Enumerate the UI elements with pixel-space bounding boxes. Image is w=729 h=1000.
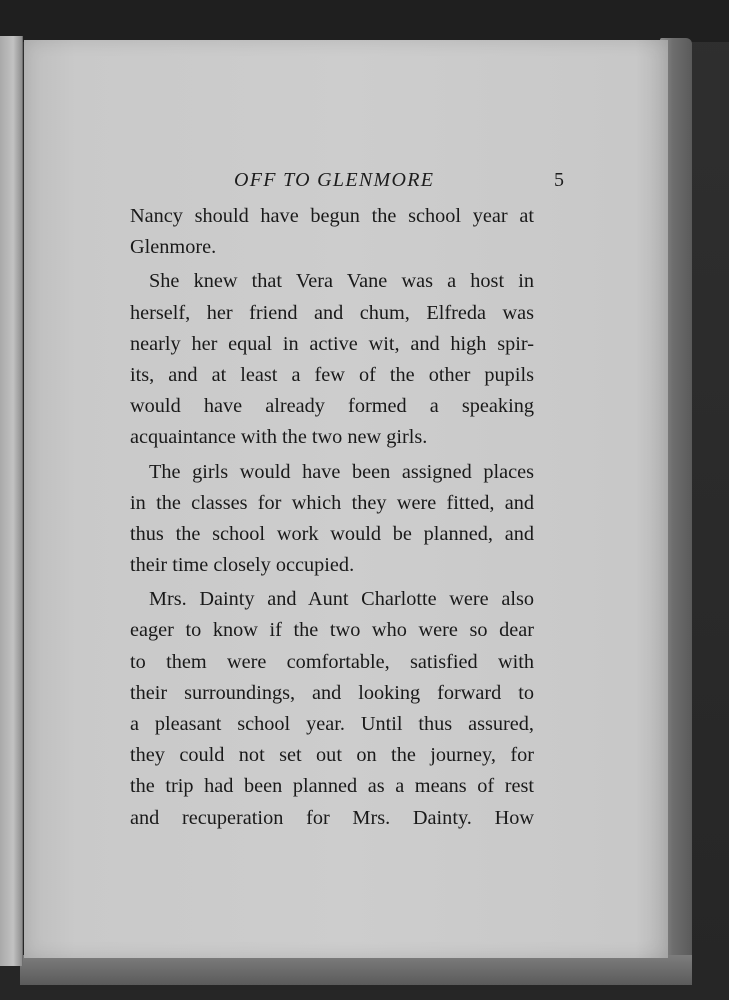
text-line: herself, her friend and chum, Elfreda was — [130, 301, 534, 324]
text-line: in the classes for which they were fitted, and — [130, 491, 534, 514]
text-line: the trip had been planned as a means of rest — [130, 775, 534, 798]
text-line: acquaintance with the two new girls. — [130, 426, 428, 449]
text-line: eager to know if the two who were so dear — [130, 619, 534, 642]
paragraph — [130, 266, 534, 453]
text-line: Mrs. Dainty and Aunt Charlotte were also — [149, 588, 534, 611]
backdrop — [0, 0, 729, 42]
text-line: thus the school work would be planned, and — [130, 522, 534, 545]
book-page — [24, 40, 668, 958]
running-title: OFF TO GLENMORE — [234, 169, 435, 191]
text-line: She knew that Vera Vane was a host in — [149, 270, 534, 293]
text-line: nearly her equal in active wit, and high spir- — [130, 332, 534, 355]
text-line: their surroundings, and looking forward to — [130, 681, 534, 704]
paragraph — [130, 201, 534, 263]
book-cover-bottom — [20, 955, 692, 985]
text-line: Nancy should have begun the school year at — [130, 205, 534, 227]
text-line: Glenmore. — [130, 236, 217, 259]
text-line: their time closely occupied. — [130, 554, 355, 577]
facing-page-edge — [0, 36, 23, 966]
paragraph — [130, 584, 534, 834]
text-line: and recuperation for Mrs. Dainty. How — [130, 806, 534, 829]
text-line: its, and at least a few of the other pupils — [130, 363, 534, 386]
page-body — [130, 201, 534, 834]
text-line: would have already formed a speaking — [130, 395, 534, 418]
paragraph — [130, 457, 534, 582]
text-line: they could not set out on the journey, for — [130, 744, 534, 767]
text-line: a pleasant school year. Until thus assured, — [130, 713, 534, 735]
text-line: to them were comfortable, satisfied with — [130, 650, 534, 673]
page-number: 5 — [554, 169, 564, 191]
text-line: The girls would have been assigned places — [149, 460, 534, 483]
page-header — [134, 169, 564, 199]
